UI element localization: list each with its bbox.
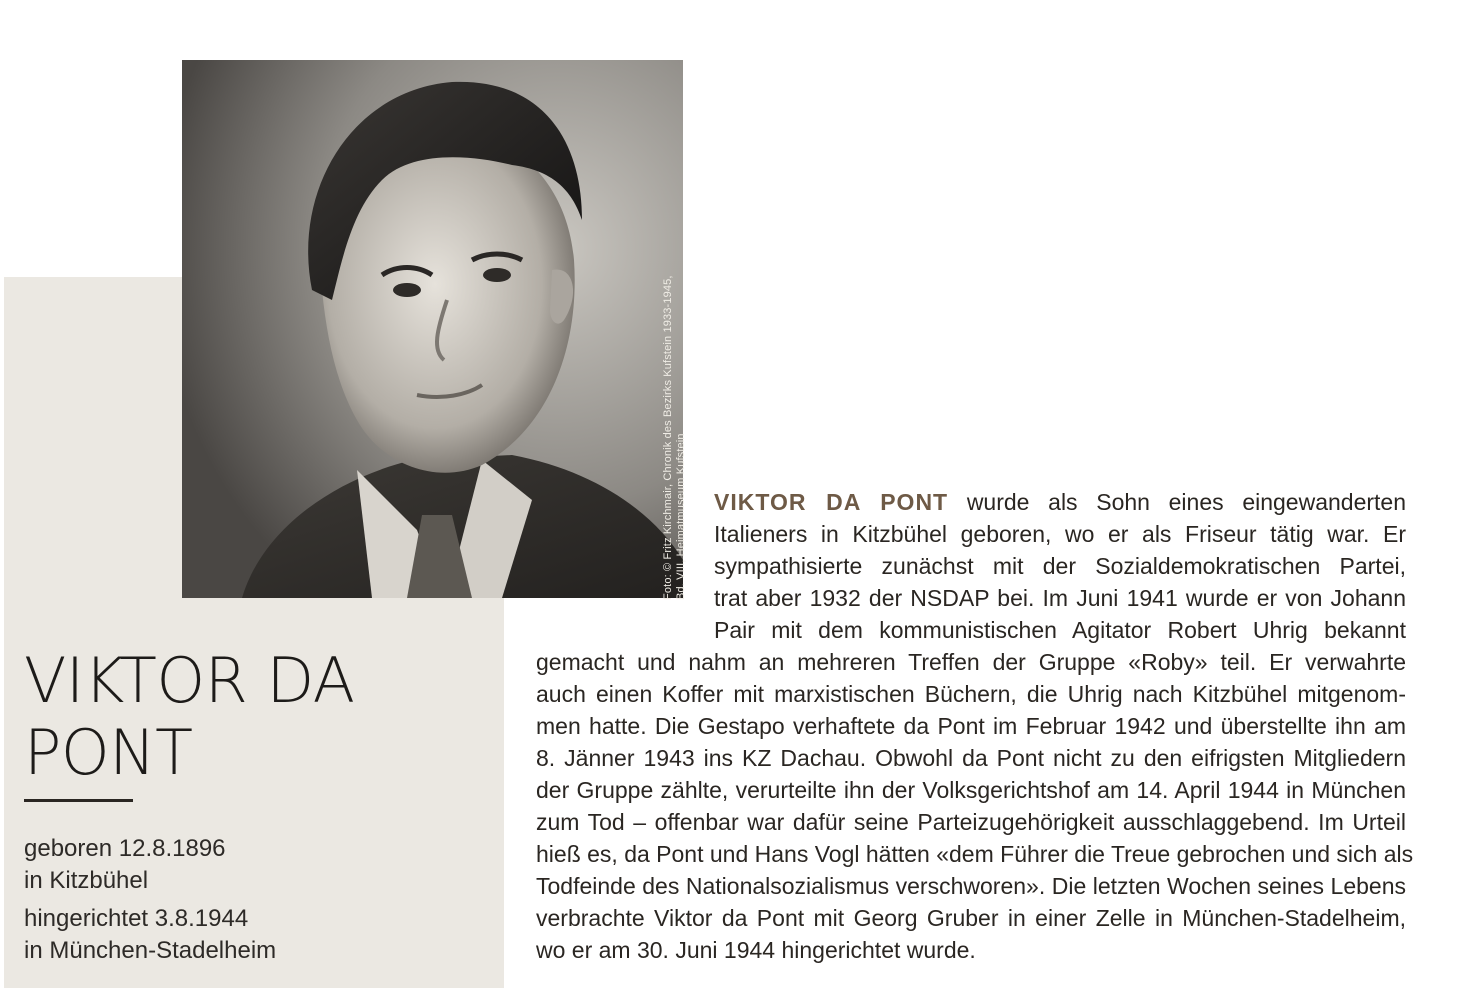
bio-line: Todfeinde des Nationalsozialismus verschworen». Die letzten Wochen seines Lebens xyxy=(536,873,1406,899)
bio-line: sympathisierte zunächst mit der Sozialdemokratischen Partei, xyxy=(714,553,1406,579)
photo-credit-line-2: Bd. VIII, Heimatmuseum Kufstein xyxy=(675,433,687,600)
bio-line-text: wurde als Sohn eines eingewanderten xyxy=(948,489,1406,515)
bio-line: wo er am 30. Juni 1944 hingerichtet wurde. xyxy=(536,937,976,963)
bio-line: Italieners in Kitzbühel geboren, wo er als Friseur tätig war. Er xyxy=(714,521,1406,547)
biography-text xyxy=(536,486,1414,966)
name-line-2: PONT xyxy=(24,716,193,789)
bio-line: verbrachte Viktor da Pont mit Georg Gruber in einer Zelle in München-Stadelheim, xyxy=(536,905,1406,931)
executed-place: in München-Stadelheim xyxy=(24,937,277,964)
executed-date: hingerichtet 3.8.1944 xyxy=(24,905,249,932)
title-divider xyxy=(24,799,133,802)
bio-line xyxy=(714,486,1406,518)
bio-line: 8. Jänner 1943 ins KZ Dachau. Obwohl da Pont nicht zu den eifrigsten Mitgliedern xyxy=(536,745,1406,771)
bio-line: trat aber 1932 der NSDAP bei. Im Juni 1941 wurde er von Johann xyxy=(714,585,1406,611)
bio-line: gemacht und nahm an mehreren Treffen der Gruppe «Roby» teil. Er verwahrte xyxy=(536,649,1406,675)
bio-line: der Gruppe zählte, verurteilte ihn der Volksgerichtshof am 14. April 1944 in München xyxy=(536,777,1406,803)
bio-line: Pair mit dem kommunistischen Agitator Robert Uhrig bekannt xyxy=(714,617,1406,643)
bio-line: hieß es, da Pont und Hans Vogl hätten «dem Führer die Treue gebrochen und sich als xyxy=(536,841,1414,867)
person-name-title xyxy=(24,645,355,789)
bio-line: zum Tod – offenbar war dafür seine Parteizugehörigkeit ausschlaggebend. Im Urteil xyxy=(536,809,1406,835)
bio-line: men hatte. Die Gestapo verhaftete da Pont im Februar 1942 und überstellte ihn am xyxy=(536,713,1406,739)
name-line-1: VIKTOR DA xyxy=(24,644,355,717)
bio-lead-name: VIKTOR DA PONT xyxy=(714,489,949,515)
photo-credit-line-1: Foto: © Fritz Kirchmair, Chronik des Bezirks Kufstein 1933-1945, xyxy=(662,275,674,600)
born-place: in Kitzbühel xyxy=(24,867,149,894)
life-facts xyxy=(24,833,276,967)
bio-line: auch einen Koffer mit marxistischen Büchern, die Uhrig nach Kitzbühel mitgenom- xyxy=(536,681,1406,707)
born-date: geboren 12.8.1896 xyxy=(24,835,226,862)
